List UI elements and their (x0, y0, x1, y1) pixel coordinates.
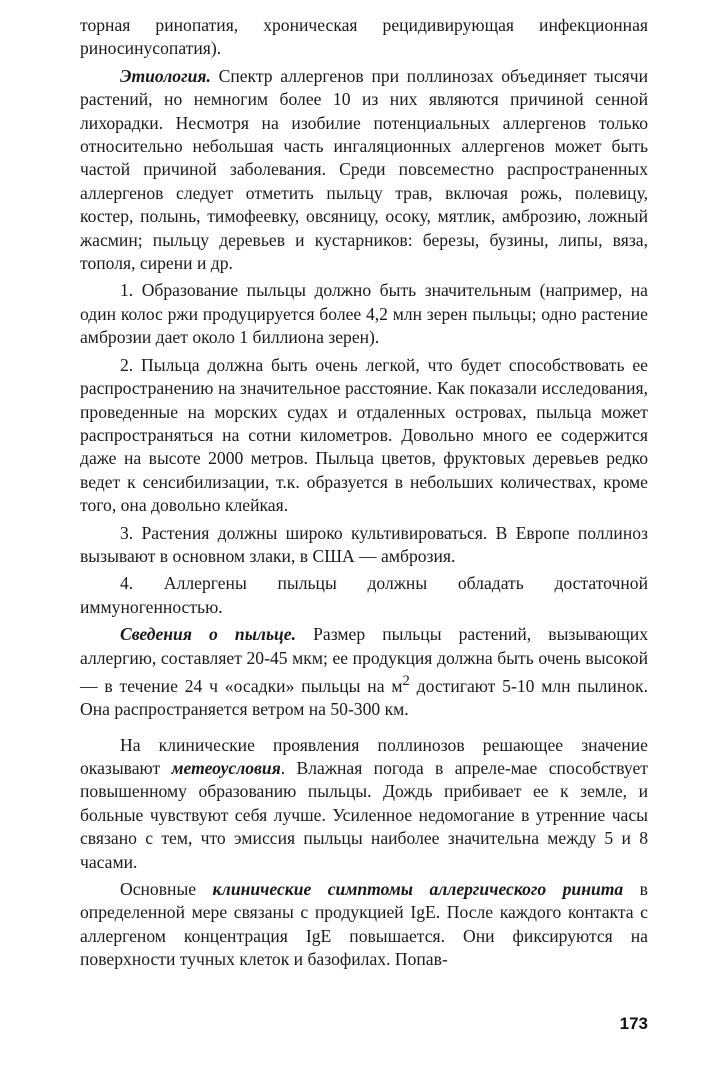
page-number: 173 (619, 1014, 648, 1033)
section-heading-pollen-info: Сведения о пыльце. (120, 624, 296, 645)
list-item-4 (80, 572, 648, 619)
paragraph-text: в определенной мере связаны с продукцией IgE. После каждого контакта с аллергеном концентрация IgE повышается. Они фиксируются на поверхности тучных клеток и базофилах. Попав- (80, 879, 648, 970)
section-heading-etiology: Этиология. (120, 65, 211, 86)
paragraph-text: достигают 5-10 млн пылинок. Она распространяется ветром на 50-300 км. (80, 675, 648, 720)
list-item-3 (80, 522, 648, 569)
paragraph-text: Основные (120, 879, 213, 900)
emphasis-symptoms: клинические симптомы аллергического ринита (212, 879, 624, 900)
paragraph-text: Размер пыльцы растений, вызывающих аллергию, составляет 20-45 мкм; ее продукция должна быть очень высокой — в течение 24 ч «осадки» пыльцы на м (80, 624, 648, 696)
paragraph-continuation (80, 14, 648, 61)
list-item-text: 2. Пыльца должна быть очень легкой, что будет способствовать ее распространению на значительное расстояние. Как показали исследования, проведенные на морских судах и отдаленных островах, пыльца может распространяться на сотни километров. Довольно много ее содержится даже на высоте 2000 метров. Пыльца цветов, фруктовых деревьев редко ведет к сенсибилизации, т.к. образуется в небольших количествах, кроме того, она довольно клейкая. (80, 354, 648, 516)
list-item-text: 1. Образование пыльцы должно быть значительным (например, на один колос ржи продуцируется более 4,2 млн зерен пыльцы; одно растение амброзии дает около 1 биллиона зерен). (80, 280, 648, 348)
list-item-text: 3. Растения должны широко культивироваться. В Европе поллиноз вызывают в основном злаки, в США — амброзия. (80, 522, 648, 566)
list-item-1 (80, 279, 648, 349)
paragraph-text: . Влажная погода в апреле-мае способствует повышенному образованию пыльцы. Дождь прибивает ее к земле, и больные чувствуют себя лучше. Усиленное недомогание в утренние часы связано с тем, что эмиссия пыльцы наиболее значительна между 5 и 8 часами. (80, 758, 648, 872)
paragraph-text: торная ринопатия, хроническая рецидивирующая инфекционная риносинусопатия). (80, 15, 648, 59)
book-page-text (80, 14, 648, 976)
paragraph-pollen-info (80, 623, 648, 721)
paragraph-etiology (80, 65, 648, 276)
paragraph-text: На клинические проявления поллинозов решающее значение оказывают (80, 734, 648, 779)
superscript-exponent: 2 (402, 672, 410, 689)
paragraph-symptoms (80, 878, 648, 972)
list-item-2 (80, 354, 648, 518)
emphasis-weather: метеоусловия (171, 758, 281, 779)
list-item-text: 4. Аллергены пыльцы должны обладать достаточной иммуногенностью. (80, 573, 648, 617)
paragraph-text: Спектр аллергенов при поллинозах объединяет тысячи растений, но немногим более 10 из них являются причиной сенной лихорадки. Несмотря на изобилие потенциальных аллергенов только относительно небольшая часть ингаляционных аллергенов может быть частой причиной заболевания. Среди повсеместно распространенных аллергенов следует отметить пыльцу трав, включая рожь, полевицу, костер, полынь, тимофеевку, овсяницу, осоку, мятлик, амброзию, ложный жасмин; пыльцу деревьев и кустарников: березы, бузины, липы, вяза, тополя, сирени и др. (80, 65, 648, 274)
paragraph-weather (80, 734, 648, 874)
